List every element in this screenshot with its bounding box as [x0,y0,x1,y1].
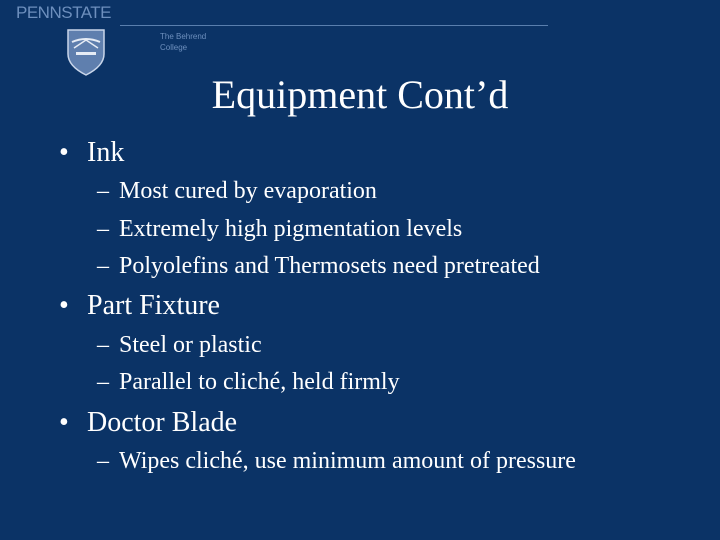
sub-bullet [97,447,576,475]
header-rule [120,25,548,26]
sub-marker: – [97,178,109,204]
logo-extra-text [112,33,115,47]
sub-bullet [97,368,400,396]
bullet-text: Part Fixture [87,290,220,321]
sub-marker: – [97,332,109,358]
sub-text: Steel or plastic [119,332,262,358]
sub-text: Polyolefins and Thermosets need pretreated [119,253,540,279]
sub-text: Parallel to cliché, held firmly [119,369,400,395]
sub-bullet [97,177,377,205]
sub-bullet [97,331,262,359]
college-line-1: The Behrend [160,32,207,41]
college-line-2: College [160,43,188,52]
bullet-marker: • [59,290,69,321]
sub-text: Wipes cliché, use minimum amount of pressure [119,448,576,474]
brand-wordmark: PENNSTATE [16,3,111,22]
sub-marker: – [97,369,109,395]
bullet-part-fixture [59,290,220,322]
sub-marker: – [97,253,109,279]
bullet-doctor-blade [59,407,237,439]
bullet-ink [59,137,124,169]
sub-bullet [97,215,462,243]
bullet-marker: • [59,137,69,168]
sub-text: Most cured by evaporation [119,178,377,204]
bullet-marker: • [59,407,69,438]
sub-bullet [97,252,540,280]
sub-marker: – [97,448,109,474]
slide-title: Equipment Cont’d [211,72,509,117]
sub-marker: – [97,216,109,242]
penn-state-shield-icon [66,28,106,76]
sub-text: Extremely high pigmentation levels [119,216,463,242]
bullet-text: Doctor Blade [87,407,238,438]
college-name [160,31,206,53]
bullet-text: Ink [87,137,125,168]
